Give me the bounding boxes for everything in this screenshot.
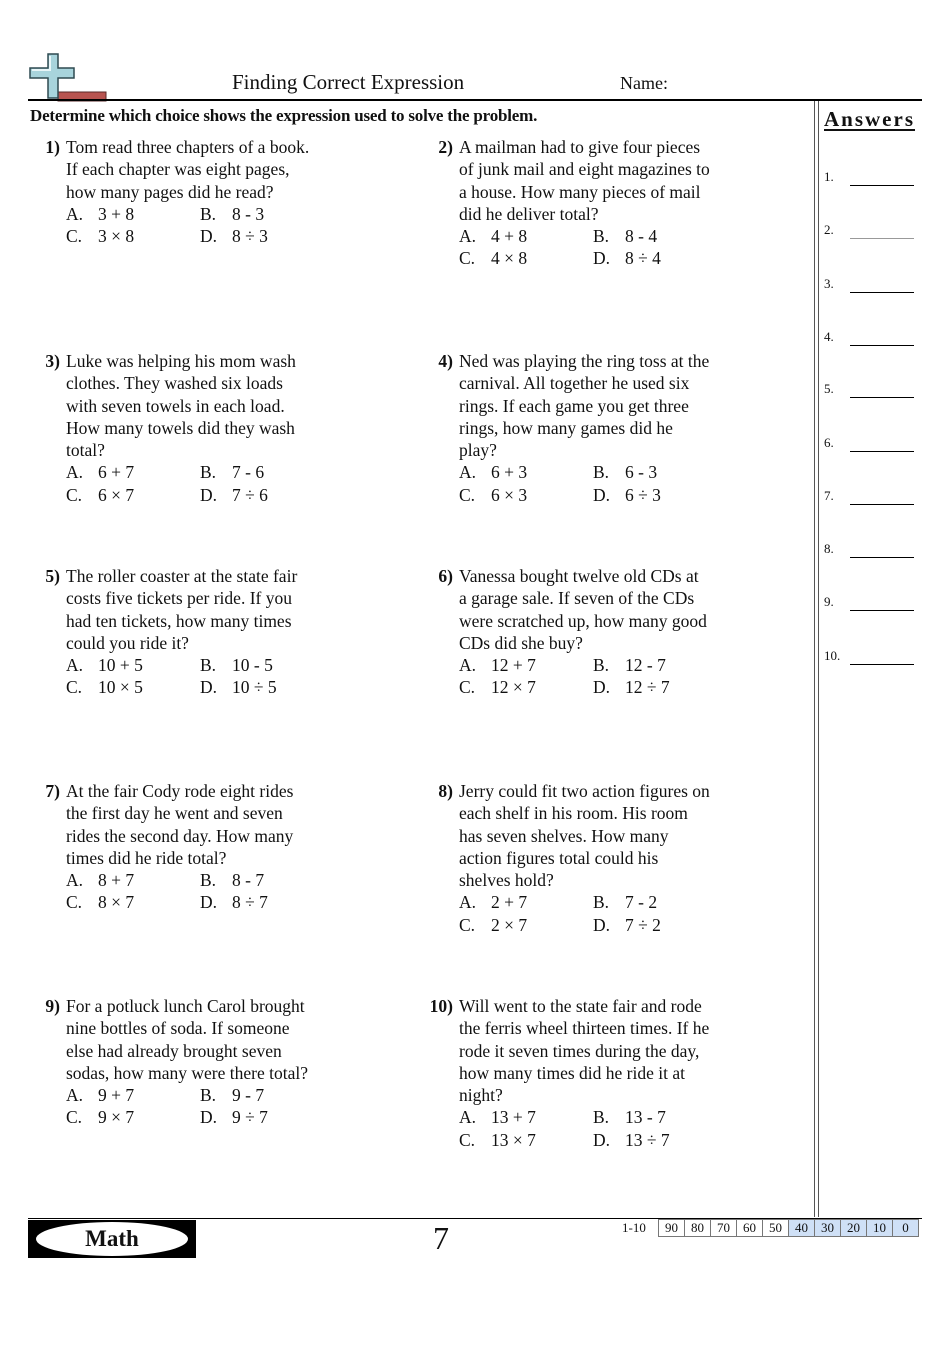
problem-line: else had already brought seven: [66, 1040, 282, 1061]
answer-choice[interactable]: [593, 1106, 723, 1128]
problem-line: has seven shelves. How many: [459, 825, 669, 846]
problem-line: At the fair Cody rode eight rides: [66, 781, 294, 801]
problem-line: sodas, how many were there total?: [66, 1062, 309, 1083]
choice-expression: 10 - 5: [232, 655, 273, 676]
answer-blank[interactable]: [850, 451, 914, 452]
choice-letter: B.: [200, 655, 217, 676]
answer-choice[interactable]: [593, 484, 723, 506]
answer-row[interactable]: 9.: [824, 594, 916, 614]
choice-expression: 6 + 3: [491, 462, 528, 483]
problem-line: nine bottles of soda. If someone: [66, 1018, 290, 1039]
answer-choice[interactable]: [593, 654, 723, 676]
choice-expression: 4 × 8: [491, 248, 528, 269]
answer-choice[interactable]: [459, 676, 593, 698]
problem-line: action figures total could his: [459, 847, 659, 868]
choice-expression: 12 ÷ 7: [625, 677, 670, 698]
answer-choice[interactable]: [200, 676, 330, 698]
problem-line: rings. If each game you get three: [459, 395, 689, 416]
answer-choice[interactable]: [459, 654, 593, 676]
choice-expression: 12 - 7: [625, 655, 666, 676]
answer-blank[interactable]: [850, 504, 914, 505]
choice-letter: A.: [66, 870, 84, 891]
score-cell: 30: [815, 1220, 841, 1237]
problem-line: The roller coaster at the state fair: [66, 566, 298, 586]
problem-line: could you ride it?: [66, 632, 189, 653]
choice-expression: 6 ÷ 3: [625, 484, 661, 505]
choice-expression: 9 × 7: [98, 1107, 135, 1128]
problem-line: Tom read three chapters of a book.: [66, 137, 310, 157]
choice-letter: B.: [200, 870, 217, 891]
score-table: [658, 1219, 919, 1237]
choice-expression: 8 ÷ 3: [232, 226, 268, 247]
problem-line: a garage sale. If seven of the CDs: [459, 588, 695, 609]
answer-row[interactable]: 4.: [824, 329, 916, 349]
score-cell: 20: [841, 1220, 867, 1237]
problem-text: [459, 565, 759, 699]
choice-list: [66, 1084, 366, 1129]
choice-expression: 2 × 7: [491, 914, 528, 935]
problem-line: with seven towels in each load.: [66, 395, 285, 416]
problem-line: each shelf in his room. His room: [459, 803, 688, 824]
choice-letter: A.: [66, 462, 84, 483]
score-cell: 40: [789, 1220, 815, 1237]
name-label: Name:: [620, 73, 668, 93]
problem-line: clothes. They washed six loads: [66, 373, 283, 394]
answer-choice[interactable]: [459, 1106, 593, 1128]
choice-letter: B.: [200, 203, 217, 224]
problem-text: [459, 780, 759, 936]
choice-letter: B.: [593, 226, 610, 247]
problem-text: [459, 350, 759, 506]
answer-choice[interactable]: [459, 484, 593, 506]
answer-choice[interactable]: [459, 247, 593, 269]
problem-number: 10): [429, 996, 453, 1016]
answer-choice[interactable]: [200, 891, 330, 913]
choice-letter: C.: [66, 892, 83, 913]
answer-blank[interactable]: [850, 238, 914, 239]
problem-line: carnival. All together he used six: [459, 373, 690, 394]
answer-column-divider: [814, 101, 819, 1217]
answer-choice[interactable]: [200, 225, 330, 247]
problem-line: For a potluck lunch Carol brought: [66, 996, 305, 1016]
answer-choice[interactable]: [66, 891, 200, 913]
answer-blank[interactable]: [850, 185, 914, 186]
answer-row[interactable]: 8.: [824, 541, 916, 561]
problem-line: A mailman had to give four pieces: [459, 137, 701, 157]
choice-letter: C.: [66, 677, 83, 698]
choice-expression: 6 - 3: [625, 462, 658, 483]
problem-line: the first day he went and seven: [66, 803, 283, 824]
problem-line: total?: [66, 440, 105, 461]
answer-choice[interactable]: [66, 654, 200, 676]
answer-choice[interactable]: [593, 225, 723, 247]
problem-number: 6): [438, 566, 453, 586]
problem-text: [66, 780, 366, 914]
choice-expression: 8 - 7: [232, 870, 265, 891]
answer-choice[interactable]: [593, 676, 723, 698]
choice-letter: A.: [459, 462, 477, 483]
choice-letter: D.: [593, 1129, 611, 1150]
answer-choice[interactable]: [459, 1129, 593, 1151]
answer-choice[interactable]: [66, 203, 200, 225]
choice-letter: A.: [459, 655, 477, 676]
score-cell: 70: [711, 1220, 737, 1237]
problem-line: If each chapter was eight pages,: [66, 159, 290, 180]
answer-choice[interactable]: [200, 1084, 330, 1106]
choice-list: [459, 225, 759, 270]
answer-row[interactable]: 1.: [824, 169, 916, 189]
choice-letter: A.: [66, 203, 84, 224]
choice-letter: B.: [593, 1107, 610, 1128]
problem-line: CDs did she buy?: [459, 632, 583, 653]
choice-letter: B.: [200, 462, 217, 483]
problem-line: play?: [459, 440, 497, 461]
problem-line: of junk mail and eight magazines to: [459, 159, 710, 180]
problem-line: did he deliver total?: [459, 203, 599, 224]
answer-row[interactable]: 5.: [824, 381, 916, 401]
answer-choice[interactable]: [593, 891, 723, 913]
choice-expression: 10 ÷ 5: [232, 677, 277, 698]
choice-expression: 2 + 7: [491, 892, 528, 913]
choice-expression: 3 × 8: [98, 226, 135, 247]
problem-number: 1): [45, 137, 60, 157]
answer-blank[interactable]: [850, 345, 914, 346]
score-cell: 0: [893, 1220, 919, 1237]
page-number: 7: [433, 1220, 449, 1256]
choice-letter: A.: [459, 892, 477, 913]
answers-title: Answers: [824, 107, 915, 131]
choice-expression: 13 + 7: [491, 1107, 536, 1128]
choice-letter: C.: [66, 1107, 83, 1128]
choice-expression: 6 × 7: [98, 484, 135, 505]
answer-choice[interactable]: [66, 1106, 200, 1128]
problem-text: [66, 995, 366, 1129]
choice-expression: 10 + 5: [98, 655, 143, 676]
problem-line: rides the second day. How many: [66, 825, 294, 846]
choice-list: [459, 654, 759, 699]
problem-line: How many towels did they wash: [66, 417, 295, 438]
answer-choice[interactable]: [459, 914, 593, 936]
choice-expression: 9 - 7: [232, 1085, 265, 1106]
choice-expression: 12 × 7: [491, 677, 536, 698]
problem-number: 8): [438, 781, 453, 801]
choice-expression: 8 - 4: [625, 226, 658, 247]
choice-expression: 9 + 7: [98, 1085, 135, 1106]
choice-letter: A.: [66, 655, 84, 676]
choice-expression: 8 - 3: [232, 203, 265, 224]
choice-list: [66, 869, 366, 914]
answer-blank[interactable]: [850, 397, 914, 398]
problem-line: a house. How many pieces of mail: [459, 181, 701, 202]
choice-letter: A.: [459, 226, 477, 247]
choice-expression: 8 + 7: [98, 870, 135, 891]
choice-expression: 7 ÷ 6: [232, 484, 268, 505]
score-cell: 50: [763, 1220, 789, 1237]
answer-choice[interactable]: [66, 461, 200, 483]
score-cell: 80: [685, 1220, 711, 1237]
problem-text: [66, 350, 366, 506]
answer-row[interactable]: 6.: [824, 435, 916, 455]
answer-choice[interactable]: [200, 1106, 330, 1128]
choice-letter: D.: [593, 677, 611, 698]
choice-expression: 12 + 7: [491, 655, 536, 676]
answer-row[interactable]: 2.: [824, 222, 916, 242]
problem-line: Vanessa bought twelve old CDs at: [459, 566, 699, 586]
choice-expression: 8 ÷ 7: [232, 892, 268, 913]
instructions: Determine which choice shows the expression used to solve the problem.: [30, 106, 538, 125]
answer-choice[interactable]: [66, 1084, 200, 1106]
choice-expression: 8 ÷ 4: [625, 248, 661, 269]
choice-expression: 8 × 7: [98, 892, 135, 913]
choice-letter: D.: [593, 248, 611, 269]
problem-line: costs five tickets per ride. If you: [66, 588, 292, 609]
problem-number: 9): [45, 996, 60, 1016]
choice-letter: D.: [200, 892, 218, 913]
problem-text: [459, 136, 759, 270]
answer-choice[interactable]: [200, 654, 330, 676]
problem-text: [66, 565, 366, 699]
answer-choice[interactable]: [593, 1129, 723, 1151]
problem-line: how many times did he ride it at: [459, 1062, 685, 1083]
choice-letter: B.: [593, 462, 610, 483]
answer-choice[interactable]: [66, 225, 200, 247]
choice-letter: C.: [459, 248, 476, 269]
problem-line: Jerry could fit two action figures on: [459, 781, 710, 801]
answer-blank[interactable]: [850, 557, 914, 558]
answer-row[interactable]: 3.: [824, 276, 916, 296]
choice-expression: 6 × 3: [491, 484, 528, 505]
choice-expression: 7 ÷ 2: [625, 914, 661, 935]
problem-line: Ned was playing the ring toss at the: [459, 351, 710, 371]
choice-expression: 9 ÷ 7: [232, 1107, 268, 1128]
problem-number: 2): [438, 137, 453, 157]
problem-line: Luke was helping his mom wash: [66, 351, 296, 371]
choice-letter: C.: [66, 484, 83, 505]
choice-letter: C.: [459, 484, 476, 505]
answer-choice[interactable]: [459, 891, 593, 913]
choice-expression: 3 + 8: [98, 203, 135, 224]
choice-expression: 10 × 5: [98, 677, 143, 698]
answer-choice[interactable]: [200, 484, 330, 506]
answer-choice[interactable]: [200, 461, 330, 483]
answer-choice[interactable]: [66, 484, 200, 506]
choice-list: [66, 203, 366, 248]
choice-letter: D.: [200, 226, 218, 247]
choice-letter: B.: [593, 892, 610, 913]
choice-list: [66, 461, 366, 506]
choice-expression: 13 × 7: [491, 1129, 536, 1150]
answer-choice[interactable]: [66, 676, 200, 698]
problem-line: night?: [459, 1085, 503, 1106]
choice-expression: 6 + 7: [98, 462, 135, 483]
math-label: Math: [85, 1226, 139, 1251]
choice-letter: C.: [459, 914, 476, 935]
cross-logo-icon: [28, 52, 108, 102]
choice-letter: D.: [200, 1107, 218, 1128]
problem-line: Will went to the state fair and rode: [459, 996, 702, 1016]
problem-number: 5): [45, 566, 60, 586]
choice-list: [459, 461, 759, 506]
problem-line: the ferris wheel thirteen times. If he: [459, 1018, 710, 1039]
answer-row[interactable]: 7.: [824, 488, 916, 508]
choice-expression: 7 - 6: [232, 462, 265, 483]
problem-line: how many pages did he read?: [66, 181, 274, 202]
score-cell: 10: [867, 1220, 893, 1237]
problem-line: were scratched up, how many good: [459, 610, 707, 631]
page-title: Finding Correct Expression: [232, 70, 465, 94]
choice-letter: C.: [459, 677, 476, 698]
answer-blank[interactable]: [850, 664, 914, 665]
choice-letter: A.: [459, 1107, 477, 1128]
answer-row[interactable]: 10.: [824, 648, 916, 668]
answer-choice[interactable]: [459, 461, 593, 483]
score-range-label: 1-10: [622, 1220, 646, 1235]
choice-letter: B.: [593, 655, 610, 676]
choice-letter: D.: [593, 484, 611, 505]
problem-line: rode it seven times during the day,: [459, 1040, 700, 1061]
problem-line: times did he ride total?: [66, 847, 227, 868]
problem-number: 3): [45, 351, 60, 371]
choice-letter: D.: [200, 484, 218, 505]
score-cell: 90: [659, 1220, 685, 1237]
choice-expression: 13 ÷ 7: [625, 1129, 670, 1150]
answer-choice[interactable]: [200, 869, 330, 891]
problem-number: 7): [45, 781, 60, 801]
choice-expression: 13 - 7: [625, 1107, 666, 1128]
choice-expression: 7 - 2: [625, 892, 658, 913]
choice-letter: B.: [200, 1085, 217, 1106]
choice-letter: A.: [66, 1085, 84, 1106]
problem-number: 4): [438, 351, 453, 371]
problem-line: shelves hold?: [459, 870, 554, 891]
choice-letter: C.: [66, 226, 83, 247]
answer-blank[interactable]: [850, 292, 914, 293]
answer-choice[interactable]: [459, 225, 593, 247]
choice-list: [459, 891, 759, 936]
score-cell: 60: [737, 1220, 763, 1237]
answer-choice[interactable]: [200, 203, 330, 225]
problem-line: rings, how many games did he: [459, 417, 673, 438]
problem-text: [66, 136, 366, 247]
answer-choice[interactable]: [593, 461, 723, 483]
choice-letter: C.: [459, 1129, 476, 1150]
problem-text: [459, 995, 759, 1151]
choice-letter: D.: [200, 677, 218, 698]
answer-choice[interactable]: [66, 869, 200, 891]
choice-letter: D.: [593, 914, 611, 935]
problem-line: had ten tickets, how many times: [66, 610, 292, 631]
answer-blank[interactable]: [850, 610, 914, 611]
choice-list: [66, 654, 366, 699]
header-divider: [28, 99, 922, 101]
answer-choice[interactable]: [593, 247, 723, 269]
choice-expression: 4 + 8: [491, 226, 528, 247]
answer-choice[interactable]: [593, 914, 723, 936]
choice-list: [459, 1106, 759, 1151]
